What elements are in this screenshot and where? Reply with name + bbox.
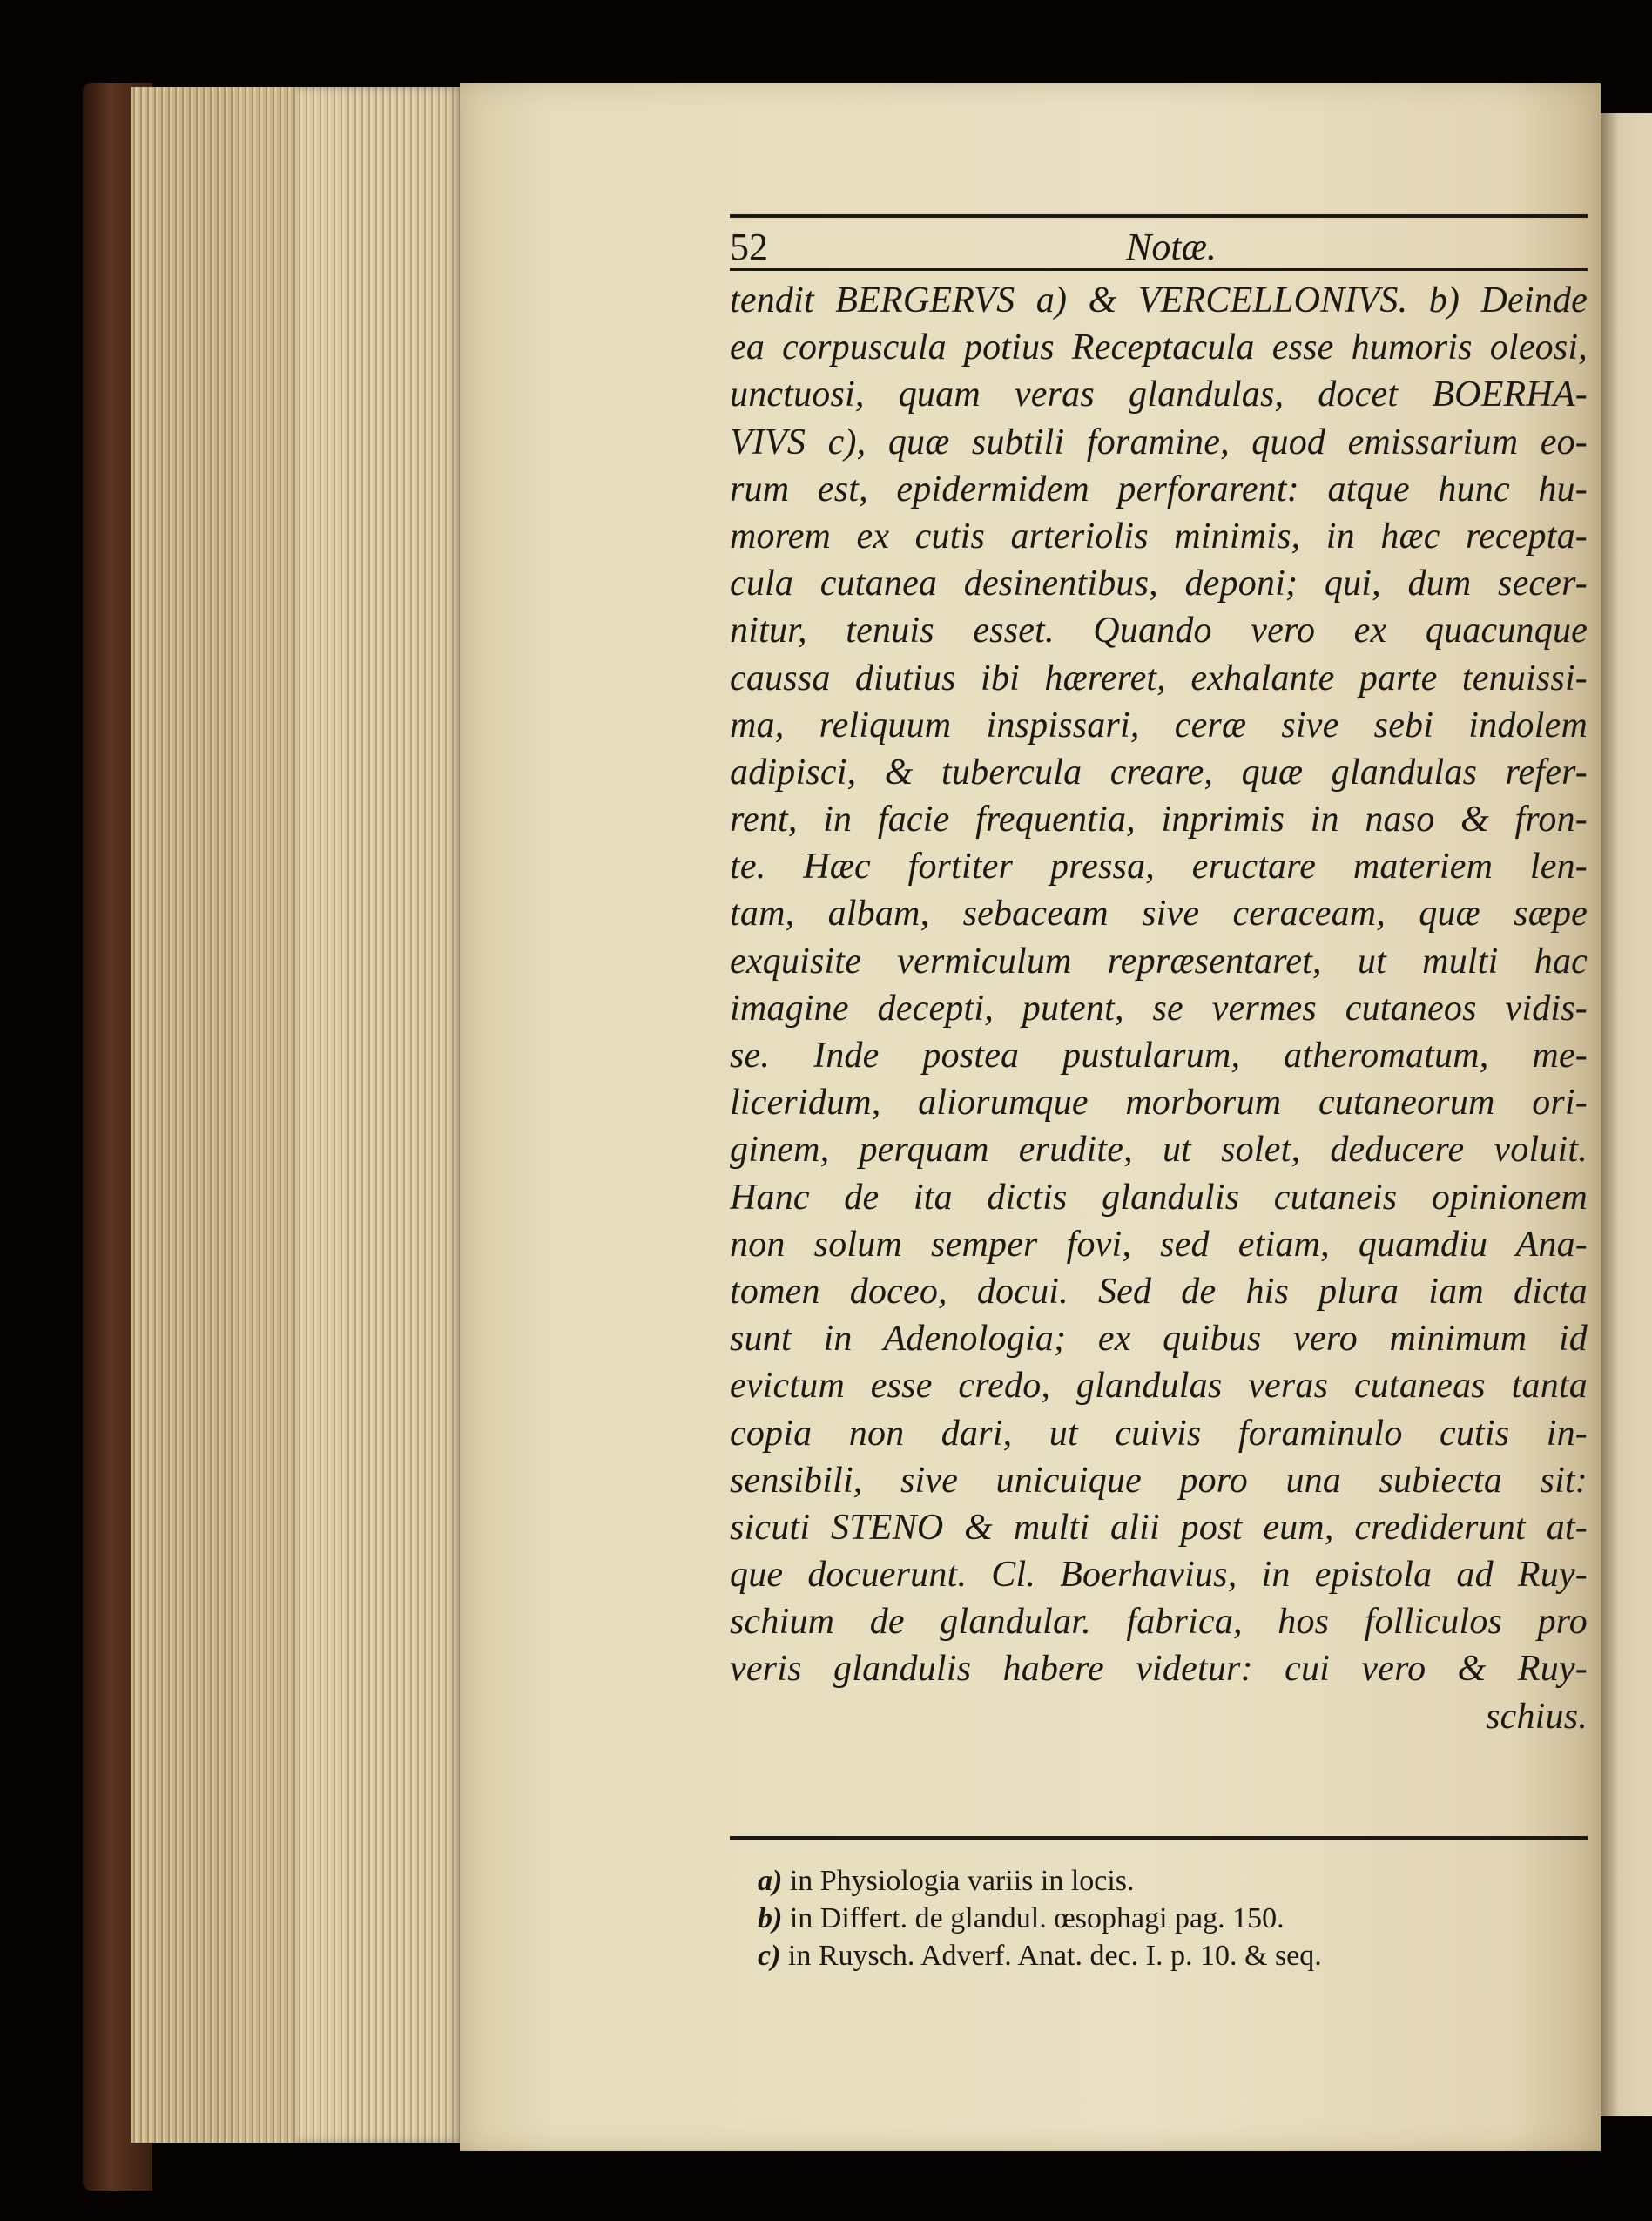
text-line: que docuerunt. Cl. Boerhavius, in epistola ad Ruy- <box>730 1555 1588 1596</box>
text-line: veris glandulis habere videtur: cui vero & Ruy- <box>730 1649 1588 1690</box>
text-line: evictum esse credo, glandulas veras cutaneas tanta <box>730 1366 1588 1407</box>
text-line: sicuti STENO & multi alii post eum, crediderunt at- <box>730 1507 1588 1548</box>
page-number: 52 <box>730 226 768 268</box>
text-line: rent, in facie frequentia, inprimis in naso & fron- <box>730 800 1588 840</box>
footnote-text: in Physiologia variis in locis. <box>789 1865 1135 1897</box>
footnote-a <box>758 1862 1480 1900</box>
text-line: exquisite vermiculum repræsentaret, ut multi hac <box>730 941 1588 982</box>
text-line: liceridum, aliorumque morborum cutaneorum ori- <box>730 1083 1588 1124</box>
text-line: adipisci, & tubercula creare, quæ glandulas refer- <box>730 752 1588 793</box>
page-header <box>730 225 1588 268</box>
footnote-c <box>758 1937 1480 1975</box>
text-line: nitur, tenuis esset. Quando vero ex quacunque <box>730 611 1588 651</box>
text-line: non solum semper fovi, sed etiam, quamdiu Ana- <box>730 1224 1588 1265</box>
text-line: Hanc de ita dictis glandulis cutaneis opinionem <box>730 1177 1588 1218</box>
footnote-b <box>758 1900 1480 1937</box>
text-line-last: schius. <box>1486 1696 1588 1737</box>
footnotes <box>758 1862 1480 1975</box>
page-edges-left-stack <box>131 87 296 2143</box>
text-line: rum est, epidermidem perforarent: atque hunc hu- <box>730 469 1588 510</box>
header-rule-bottom <box>730 268 1588 271</box>
text-line: VIVS c), quæ subtili foramine, quod emissarium eo- <box>730 422 1588 462</box>
text-line: ginem, perquam erudite, ut solet, deducere voluit. <box>730 1130 1588 1171</box>
text-line: morem ex cutis arteriolis minimis, in hæc recepta- <box>730 516 1588 557</box>
text-line: ea corpuscula potius Receptacula esse humoris oleosi, <box>730 327 1588 368</box>
text-line: tomen doceo, docui. Sed de his plura iam dicta <box>730 1271 1588 1312</box>
facing-page-edge <box>1601 113 1652 2116</box>
footnote-text: in Ruysch. Adverf. Anat. dec. I. p. 10. & seq. <box>787 1940 1322 1972</box>
text-line: sensibili, sive unicuique poro una subiecta sit: <box>730 1460 1588 1501</box>
footnote-rule <box>730 1836 1588 1840</box>
text-line: schium de glandular. fabrica, hos folliculos pro <box>730 1602 1588 1643</box>
text-line: ma, reliquum inspissari, ceræ sive sebi indolem <box>730 705 1588 746</box>
text-line: caussa diutius ibi hæreret, exhalante parte tenuissi- <box>730 658 1588 699</box>
text-line: tam, albam, sebaceam sive ceraceam, quæ sæpe <box>730 894 1588 935</box>
running-title: Notæ. <box>1126 226 1217 268</box>
text-line: unctuosi, quam veras glandulas, docet BOERHA- <box>730 375 1588 415</box>
text-line: imagine decepti, putent, se vermes cutaneos vidis- <box>730 988 1588 1029</box>
text-line: sunt in Adenologia; ex quibus vero minimum id <box>730 1319 1588 1360</box>
header-rule-top <box>730 214 1588 218</box>
body-text <box>730 277 1588 1740</box>
footnote-mark: b) <box>758 1902 783 1934</box>
footnote-mark: a) <box>758 1865 783 1897</box>
text-line: copia non dari, ut cuivis foraminulo cutis in- <box>730 1413 1588 1454</box>
footnote-mark: c) <box>758 1940 781 1972</box>
footnote-text: in Differt. de glandul. œsophagi pag. 150. <box>789 1902 1285 1934</box>
text-line: cula cutanea desinentibus, deponi; qui, dum secer- <box>730 564 1588 604</box>
page-edges-right-stack <box>296 87 462 2143</box>
text-line: tendit BERGERVS a) & VERCELLONIVS. b) Deinde <box>730 280 1588 321</box>
text-line: se. Inde postea pustularum, atheromatum, me- <box>730 1036 1588 1076</box>
text-line: te. Hæc fortiter pressa, eructare materiem len- <box>730 847 1588 888</box>
